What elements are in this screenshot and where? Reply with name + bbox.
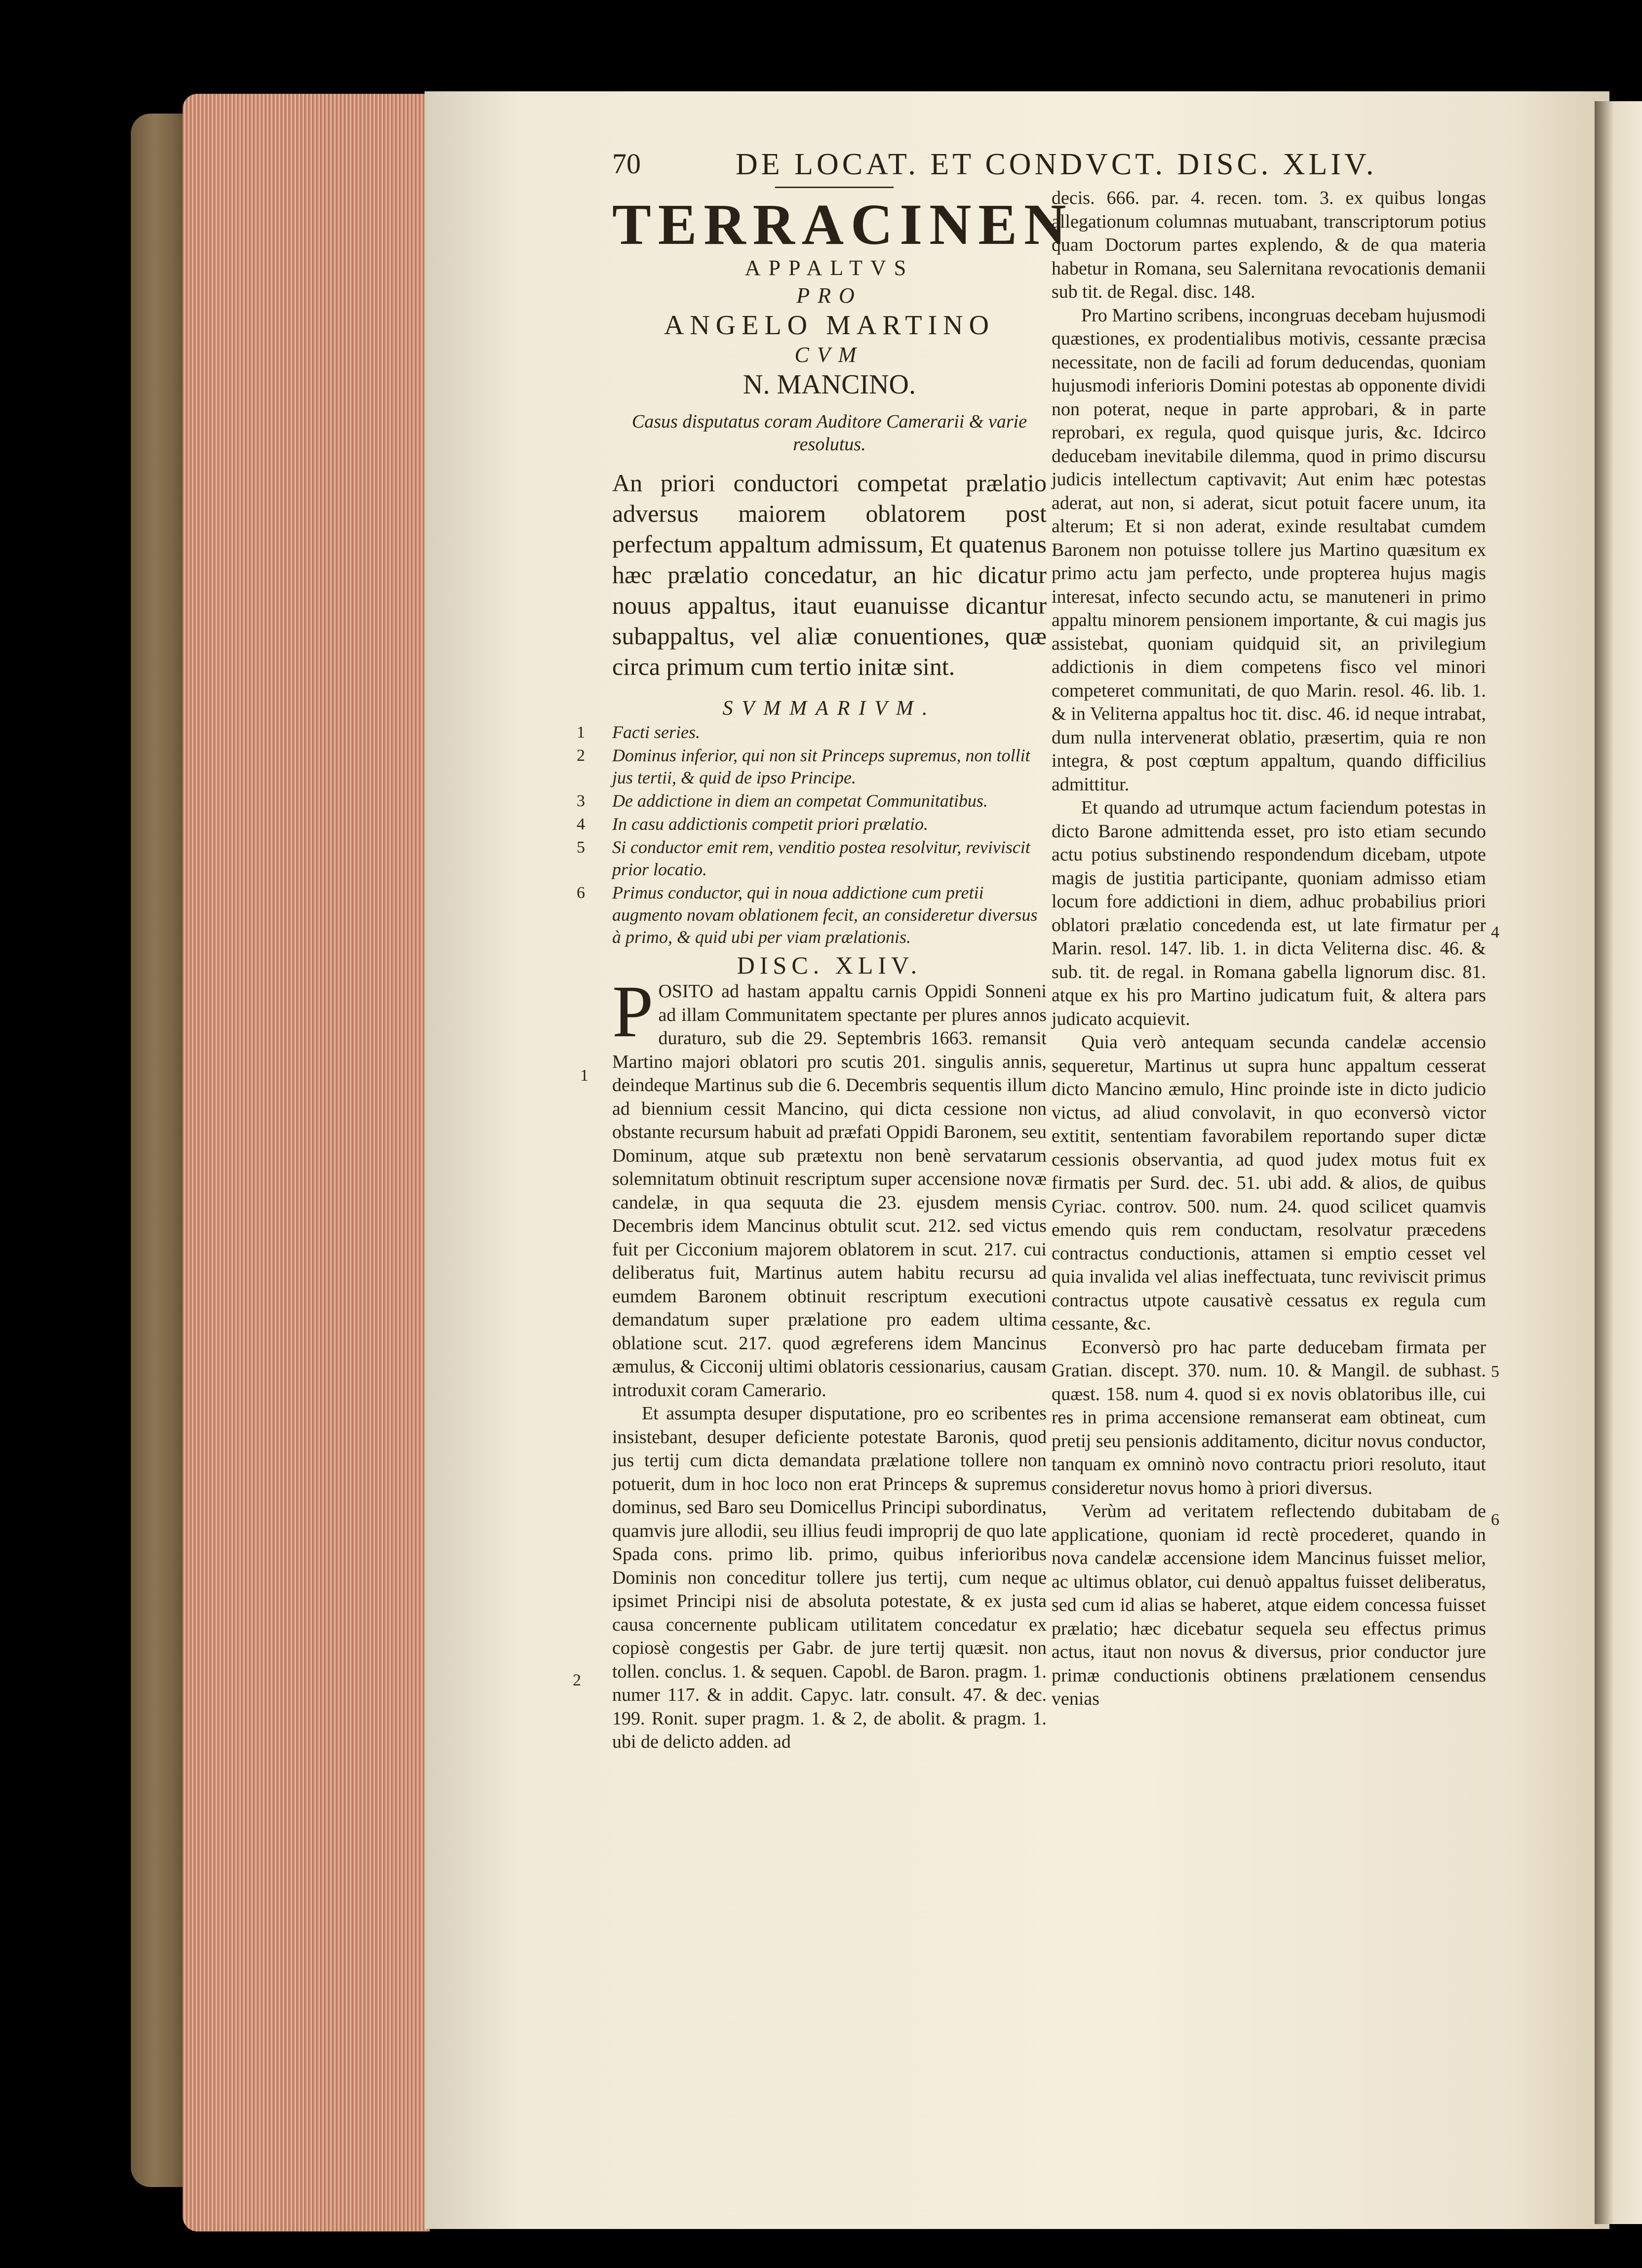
margin-note-2: 2 <box>573 1671 581 1689</box>
paragraph: Econversò pro hac parte deducebam firmata per Gratian. discept. 370. num. 10. & Mangil. de subhast. quæst. 158. num 4. quod si ex novis oblatoribus ille, cui res in prima accensione remanserat eam obtineat, cum pretij seu pensionis additamento, dicitur novus conductor, tanquam ex omninò novo contractu priori resoluto, itaut consideretur novus homo à priori diversus. <box>1052 1336 1486 1498</box>
summary-text: Si conductor emit rem, venditio postea resolvitur, reviviscit prior locatio. <box>612 837 1030 879</box>
subtitle-cum: CVM <box>794 343 864 367</box>
summary-number: 5 <box>577 838 585 857</box>
summary-item <box>577 813 1047 835</box>
right-column <box>1052 187 1486 2063</box>
paragraph: decis. 666. par. 4. recen. tom. 3. ex quibus longas allegationum columnas mutuabant, transcriptorum potius quam Doctorum partes explendo, & de qua materia habetur in Romana, seu Salernitana revocationis demanii sub tit. de Regal. disc. 148. <box>1052 188 1486 302</box>
summary-text: De addictione in diem an competat Communitatibus. <box>612 791 988 811</box>
paragraph-text: OSITO ad hastam appaltu carnis Oppidi Sonneni ad illam Communitatem spectante per plures annos duraturo, sub die 29. Septembris 1663. remansit Martino majori oblatori pro scutis 201. singulis annis, deindeque Martinus sub die 6. Decembris sequentis illum ad biennium cessit Mancino, qui dicta cessione non obstante recursum habuit ad præfati Oppidi Baronem, seu Dominum, atque sub prætextu non benè servatarum solemnitatum obtinuit rescriptum super accensione novæ candelæ, in qua sequuta die 23. ejusdem mensis Decembris idem Mancinus obtulit scut. 212. sed victus fuit per Cicconium majorem oblatorem in scut. 217. cui deliberatus fuit, Martinus autem habitu recursu ad eumdem Baronem obtinuit rescriptum executioni demandatum super prælatione pro eadem ultima oblatione scut. 217. quod ægreferens idem Mancinus æmulus, & Cicconij ultimi oblatoris cessionarius, causam introduxit coram Camerario. <box>612 981 1047 1401</box>
summary-text: Primus conductor, qui in noua addictione cum pretii augmento novam oblationem fecit, an consideretur diversus à primo, & quid ubi per viam prælationis. <box>612 883 1038 947</box>
margin-note-6: 6 <box>1491 1511 1499 1529</box>
question-text: An priori conductori competat prælatio adversus maiorem oblatorem post perfectum appaltum admissum, Et quatenus hæc prælatio concedatur, an hic dicatur nouus appaltus, itaut euanuisse dicantur subappaltus, vel aliæ conuentiones, quæ circa primum cum tertio initæ sint. <box>612 469 1047 680</box>
book-spine <box>131 114 190 2187</box>
header-rule <box>775 187 894 188</box>
margin-note-4: 4 <box>1491 923 1499 941</box>
paragraph: Et quando ad utrumque actum faciendum potestas in dicto Barone admittenda esset, pro isto etiam secundo actu potius substinendo respondendum dicebam, utpote magis de justitia participante, quoniam admisso etiam locum fore addictioni in diem, adhuc probabilius priori oblatori prælatio concedenda est, ut late firmatur per Marin. resol. 147. lib. 1. in dicta Veliterna disc. 46. & sub. tit. de regal. in Romana gabella lignorum disc. 81. atque ex his pro Martino judicatum fuit, & altera pars judicato acquievit. <box>1052 797 1486 1029</box>
page-edges <box>183 94 430 2231</box>
discourse-heading: DISC. XLIV. <box>737 951 922 979</box>
summary-heading: SVMMARIVM. <box>722 697 937 720</box>
summary-item <box>577 836 1047 881</box>
summary-number: 4 <box>577 815 585 833</box>
summary-text: In casu addictionis competit priori prælatio. <box>612 814 928 834</box>
summary-item <box>577 790 1047 812</box>
case-title: TERRACINEN <box>612 192 1073 257</box>
page-number: 70 <box>612 148 641 180</box>
opening-paragraph <box>612 971 1047 1402</box>
summary-item <box>577 882 1047 948</box>
left-column <box>577 192 1073 2071</box>
margin-note-5: 5 <box>1491 1363 1499 1381</box>
subtitle-appaltus: APPALTVS <box>744 256 914 280</box>
summary-number: 1 <box>577 723 585 742</box>
summary-number: 2 <box>577 746 585 765</box>
party-a: ANGELO MARTINO <box>664 310 995 341</box>
paragraph: Quia verò antequam secunda candelæ accensio sequeretur, Martinus ut supra hunc appaltum cesserat dicto Mancino æmulo, Hinc proinde iste in dicto judicio victus, ad aliud convolavit, in quo econversò victor extitit, sententiam favorabilem reportando super dictæ cessionis observantia, ad quod judex motus fuit ex firmatis per Surd. dec. 51. ubi add. & alios, de quibus Cyriac. controv. 500. num. 24. quod scilicet quamvis emendo quis rem conductam, resolvatur præcedens contractus conductionis, attamen si emptio cesset vel quia invalida vel alias ineffectuata, tunc reviviscit primus contractus utpote causativè cessatus ex regula cum cessante, &c. <box>1052 1032 1486 1334</box>
margin-note-1: 1 <box>580 1066 588 1085</box>
paragraph: Et assumpta desuper disputatione, pro eo scribentes insistebant, desuper deficiente potestate Baronis, quod jus tertij cum dicta demandata prælatione tollere non potuerit, dum in hoc loco non erat Princeps & supremus dominus, sed Baro seu Domicellus Principi subordinatus, quamvis jure allodii, seu illius feudi improprij de quo late Spada cons. primo lib. primo, quibus inferioribus Dominis non conceditur tollere jus tertij, cum neque ipsimet Principi nisi de absoluta potestate, & ex justa causa concernente publicam utilitatem concedatur ex copiosè congestis per Gabr. de jure tertij quæsit. non tollen. conclus. 1. & sequen. Capobl. de Baron. pragm. 1. numer 117. & in addit. Capyc. latr. consult. 47. & dec. 199. Ronit. super pragm. 1. & 2, de abolit. & pragm. 1. ubi de delicto adden. ad <box>612 1403 1047 1752</box>
subtitle-pro: PRO <box>796 283 862 308</box>
summary-item <box>577 721 1047 743</box>
party-b: N. MANCINO. <box>743 369 916 400</box>
drop-cap: P <box>612 971 654 1053</box>
summary-number: 6 <box>577 884 585 902</box>
summary-text: Dominus inferior, qui non sit Princeps supremus, non tollit jus tertii, & quid de ipso Principe. <box>612 745 1030 787</box>
summary-number: 3 <box>577 792 585 810</box>
summary-text: Facti series. <box>612 722 700 742</box>
summary-item <box>577 744 1047 789</box>
case-note: Casus disputatus coram Auditore Camerarii & varie resolutus. <box>631 411 1027 455</box>
running-title: DE LOCAT. ET CONDVCT. DISC. XLIV. <box>736 148 1377 181</box>
paragraph: Verùm ad veritatem reflectendo dubitabam de applicatione, quoniam id rectè procederet, quando in nova candelæ accensione idem Mancinus fuisset melior, ac ultimus oblator, cui denuò appaltus fuisset deliberatus, sed cum id alias se haberet, atque eidem concessa fuisset prælatio; hæc dicebatur sequela seu effectus primus actus, itaut non novus & diversus, prior conductor jure primæ conductionis obtinens prælationem censendus venias <box>1052 1501 1486 1709</box>
paragraph: Pro Martino scribens, incongruas decebam hujusmodi quæstiones, ex prodentialibus motivis, cessante præcisa necessitate, non de facili ad forum deducendas, quoniam hujusmodi inferioris Domini potestas ab opponente dividi non poterat, neque in parte approbari, & in parte reprobari, ex regula, quod quisque juris, &c. Idcirco deducebam inevitabile dilemma, quod in primo discursu judicis intellectum captivavit; Aut enim hæc potestas aderat, aut non, si aderat, sicut potuit facere unum, ita alterum; Et si non aderat, exinde resultabat cumdem Baronem non potuisse tollere jus Martino quæsitum ex primo actu jam perfecto, unde propterea hujus magis interesat, infecto secundo actu, se manuteneri in primo appaltu minorem pensionem importante, & cui magis jus assistebat, quoniam quidquid sit, an privilegium addictionis in diem competens fisco vel minori competeret communitati, de quo Marin. resol. 46. lib. 1. & in Veliterna appaltus hoc tit. disc. 46. id neque intrabat, dum nulla intervenerat oblatio, præsertim, quia re non integra, & post cœptum appaltum, quando difficilius admittitur. <box>1052 305 1486 795</box>
facing-page-edge <box>1595 101 1642 2224</box>
